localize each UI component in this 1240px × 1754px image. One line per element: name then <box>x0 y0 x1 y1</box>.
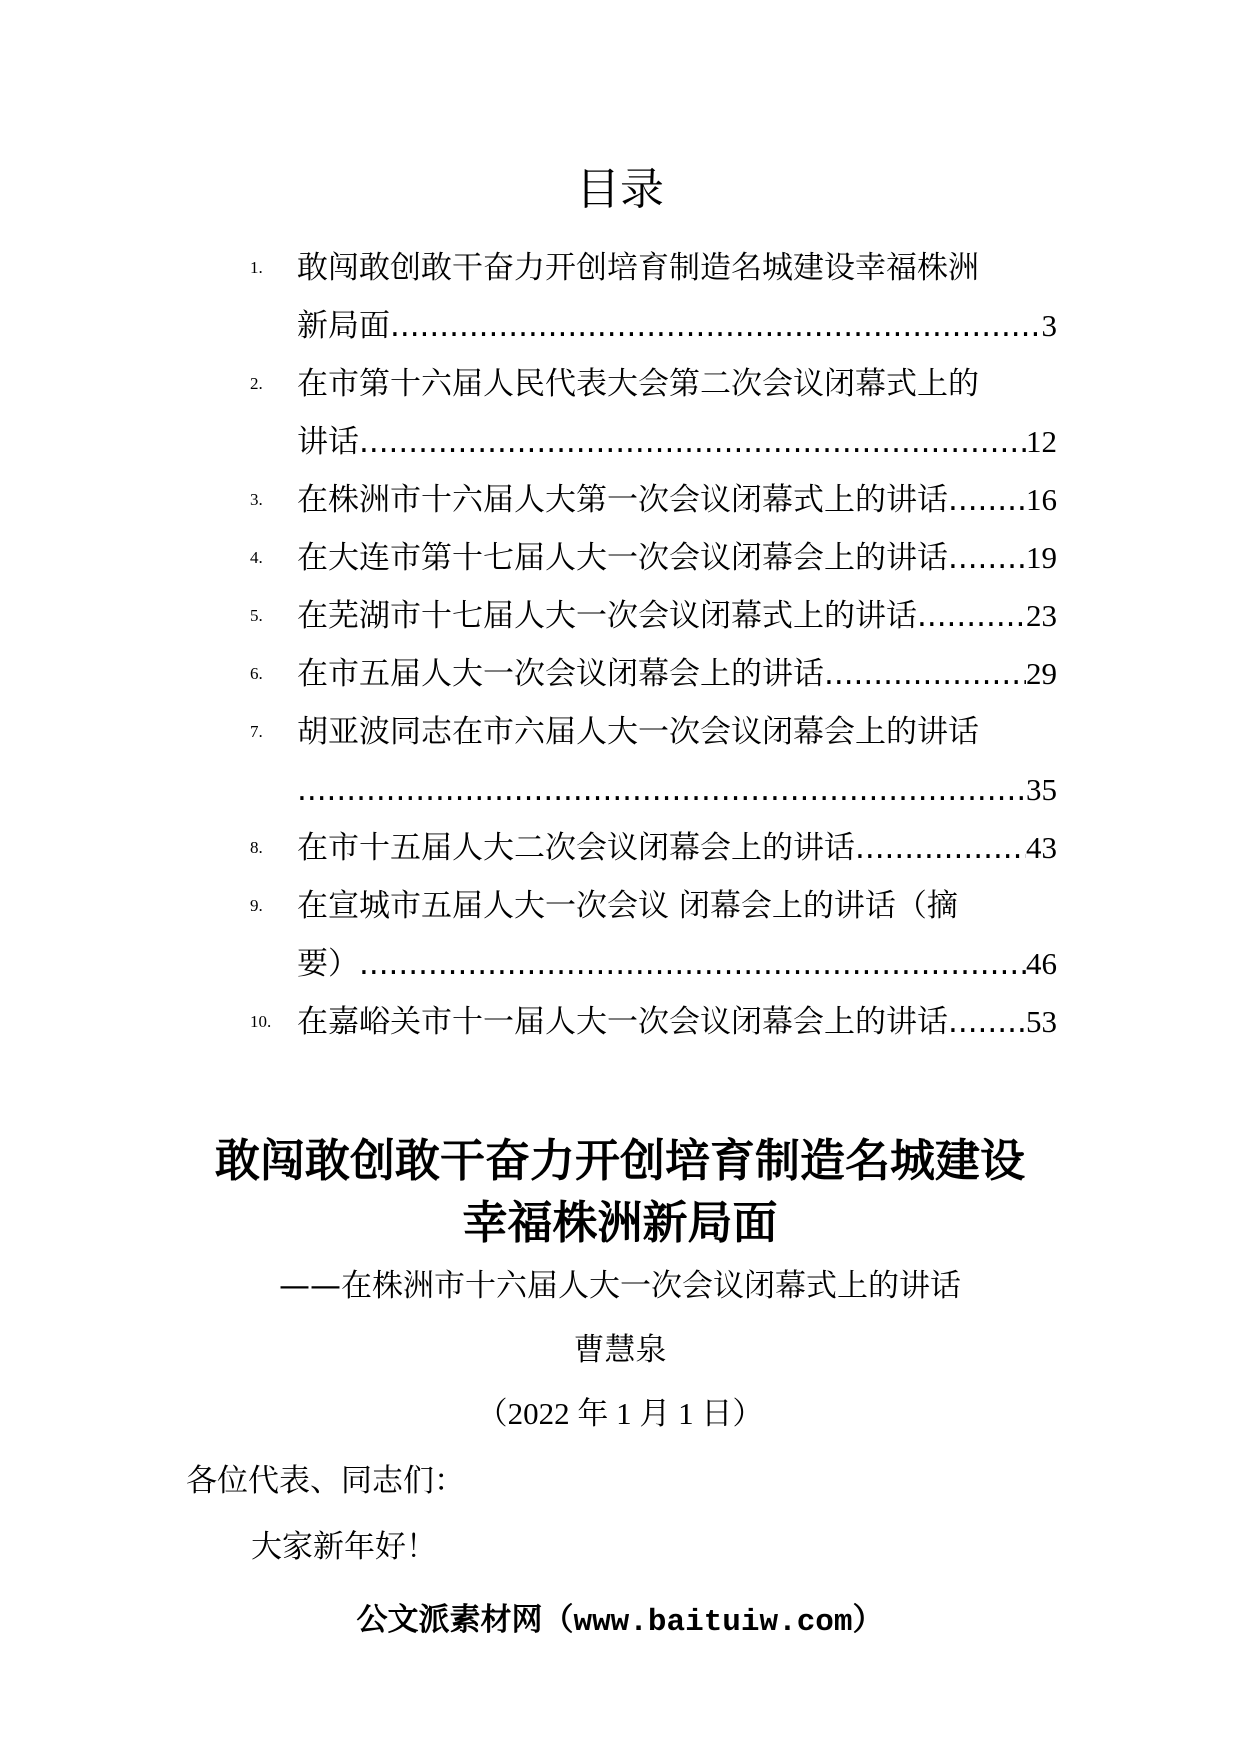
toc-entry-number: 8. <box>250 838 263 857</box>
toc-entry-number: 10. <box>250 1012 272 1031</box>
toc-leader-dots <box>948 526 1026 590</box>
toc-leader-dots <box>359 410 1026 474</box>
toc-page-number: 43 <box>1026 830 1057 865</box>
toc-page-number: 29 <box>1026 656 1057 691</box>
toc-leader-dots <box>297 758 1026 822</box>
toc-entry-line[interactable] <box>297 236 1057 300</box>
speech-title <box>0 1130 1240 1254</box>
greeting: 大家新年好！ <box>251 1529 437 1565</box>
toc-leader-dots <box>390 294 1042 358</box>
toc-entry-line[interactable] <box>297 410 1057 474</box>
toc-page-number: 53 <box>1026 1004 1057 1039</box>
toc-leader-dots <box>824 642 1026 706</box>
toc-entry-text: 在芜湖市十七届人大一次会议闭幕式上的讲话 <box>297 598 917 634</box>
date-text: 2022 年 1 月 1 日 <box>507 1396 733 1431</box>
toc-page-number: 46 <box>1026 946 1057 981</box>
toc-entry-text: 在市十五届人大二次会议闭幕会上的讲话 <box>297 830 855 866</box>
toc-entry-text: 在株洲市十六届人大第一次会议闭幕式上的讲话 <box>297 482 948 518</box>
toc-entry-number: 3. <box>250 490 263 509</box>
toc-entry-line[interactable] <box>297 352 1057 416</box>
toc-page-number: 16 <box>1026 482 1057 517</box>
toc-entry-line[interactable] <box>297 990 1057 1054</box>
toc-entry-number: 4. <box>250 548 263 567</box>
toc-entry-line[interactable] <box>297 816 1057 880</box>
toc-leader-dots <box>948 468 1026 532</box>
toc-page-number: 35 <box>1026 772 1057 807</box>
toc-entry-number: 1. <box>250 258 263 277</box>
toc-page-number: 3 <box>1041 308 1057 343</box>
toc-entry-number: 5. <box>250 606 263 625</box>
toc-entry-text: 在嘉峪关市十一届人大一次会议闭幕会上的讲话 <box>297 1004 948 1040</box>
toc-entry-text: 要） <box>297 946 359 982</box>
toc-entry-text: 在市五届人大一次会议闭幕会上的讲话 <box>297 656 824 692</box>
speech-title-line-1: 敢闯敢创敢干奋力开创培育制造名城建设 <box>214 1134 1025 1187</box>
speech-subtitle: ——在株洲市十六届人大一次会议闭幕式上的讲话 <box>279 1268 961 1304</box>
toc-entry-text: 新局面 <box>297 308 390 344</box>
toc-entry-line[interactable] <box>297 526 1057 590</box>
toc-entry-line[interactable] <box>297 642 1057 706</box>
toc-entry-line[interactable] <box>297 294 1057 358</box>
toc-page-number: 19 <box>1026 540 1057 575</box>
toc-entry-line[interactable] <box>297 758 1057 822</box>
toc-leader-dots <box>948 990 1026 1054</box>
toc-entry-text: 在宣城市五届人大一次会议 闭幕会上的讲话（摘 <box>297 888 958 924</box>
toc-entry-text: 胡亚波同志在市六届人大一次会议闭幕会上的讲话 <box>297 714 979 750</box>
toc-leader-dots <box>855 816 1026 880</box>
toc-entry-text: 在市第十六届人民代表大会第二次会议闭幕式上的 <box>297 366 979 402</box>
speech-author: 曹慧泉 <box>573 1332 667 1368</box>
toc-entry-text: 讲话 <box>297 424 359 460</box>
toc-entry-line[interactable] <box>297 584 1057 648</box>
date-close-paren: ） <box>732 1396 764 1432</box>
toc-entry-text: 敢闯敢创敢干奋力开创培育制造名城建设幸福株洲 <box>297 250 979 286</box>
speech-title-line-2: 幸福株洲新局面 <box>462 1196 778 1249</box>
toc-page-number: 23 <box>1026 598 1057 633</box>
toc-leader-dots <box>359 932 1026 996</box>
toc-entry-number: 2. <box>250 374 263 393</box>
toc-entry-number: 9. <box>250 896 263 915</box>
toc-entry-line[interactable] <box>297 874 1057 938</box>
footer-watermark <box>0 1590 1240 1653</box>
footer-site-name: 公文派素材网 <box>356 1602 543 1638</box>
toc-entry-line[interactable] <box>297 700 1057 764</box>
toc-entry-line[interactable] <box>297 468 1057 532</box>
toc-entry-number: 7. <box>250 722 263 741</box>
salutation: 各位代表、同志们： <box>186 1463 465 1499</box>
toc-leader-dots <box>917 584 1026 648</box>
toc-entry-text: 在大连市第十七届人大一次会议闭幕会上的讲话 <box>297 540 948 576</box>
date-open-paren: （ <box>476 1396 508 1432</box>
footer-url: （www.baituiw.com） <box>542 1605 884 1640</box>
toc-entry-line[interactable] <box>297 932 1057 996</box>
toc-title: 目录 <box>576 164 664 215</box>
toc-entry-number: 6. <box>250 664 263 683</box>
speech-date <box>0 1382 1240 1446</box>
toc-page-number: 12 <box>1026 424 1057 459</box>
